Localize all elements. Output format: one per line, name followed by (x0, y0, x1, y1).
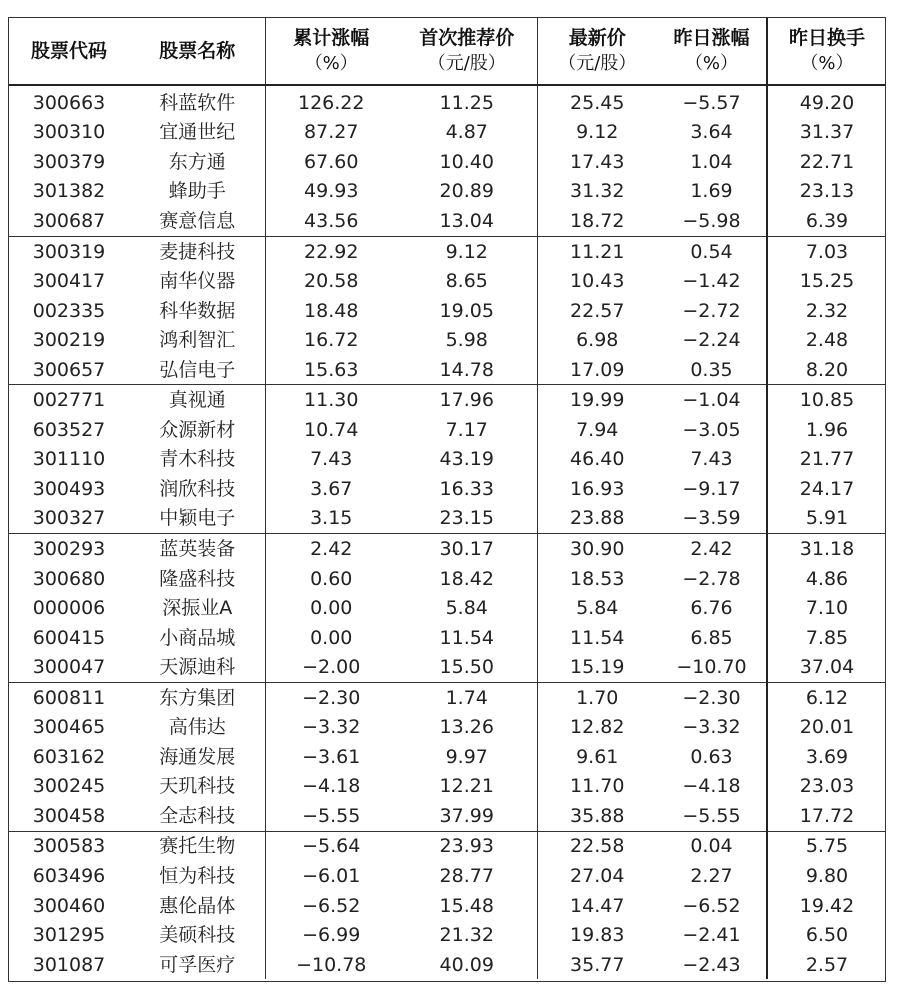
cell-cum: 10.74 (265, 415, 397, 445)
cell-code: 301087 (32, 953, 106, 976)
cell-code: 600811 (32, 686, 106, 709)
cell-turn: 2.48 (767, 325, 886, 355)
cell-code: 300583 (32, 835, 106, 858)
table-row (8, 266, 886, 296)
cell-yd: 7.43 (690, 448, 733, 471)
cell-yd: 6.76 (690, 597, 733, 620)
cell-turn: 19.42 (767, 891, 886, 921)
cell-last: 17.09 (537, 355, 657, 385)
table-row (8, 325, 886, 355)
cell-yd: −10.70 (657, 652, 767, 682)
cell-last: 19.83 (537, 920, 657, 950)
header-code: 股票代码 (8, 17, 130, 85)
cell-turn: 8.20 (767, 355, 886, 385)
cell-last: 11.21 (537, 236, 657, 266)
cell-cum: −3.61 (265, 742, 397, 772)
cell-yd: 0.04 (690, 835, 733, 858)
table-row (8, 891, 886, 921)
cell-last: 1.70 (537, 682, 657, 712)
cell-last: 12.82 (537, 712, 657, 742)
cell-first: 7.17 (445, 418, 488, 441)
cell-last: 9.61 (537, 742, 657, 772)
cell-code: 603496 (32, 864, 106, 887)
cell-yd: 0.63 (690, 745, 733, 768)
cell-code: 301382 (32, 180, 106, 203)
cell-first: 37.99 (397, 801, 537, 831)
cell-cum: −5.55 (265, 801, 397, 831)
table-row (8, 474, 886, 504)
cell-name: 真视通 (168, 389, 226, 412)
cell-first: 11.54 (439, 626, 494, 649)
cell-turn: 7.10 (767, 593, 886, 623)
cell-first: 18.42 (439, 567, 494, 590)
cell-name: 宜通世纪 (159, 121, 236, 144)
cell-cum: 18.48 (265, 296, 397, 326)
table-row (8, 355, 886, 385)
cell-turn: 23.13 (767, 177, 886, 207)
cell-code: 300663 (32, 91, 106, 114)
cell-yd: 2.27 (690, 864, 733, 887)
cell-last: 25.45 (537, 85, 657, 118)
cell-turn: 22.71 (767, 147, 886, 177)
cell-first: 14.78 (397, 355, 537, 385)
cell-turn: 6.50 (767, 920, 886, 950)
table-row (8, 950, 886, 980)
table-row (8, 236, 886, 266)
cell-first: 10.40 (439, 150, 494, 173)
cell-turn: 20.01 (767, 712, 886, 742)
cell-turn: 23.03 (767, 772, 886, 802)
cell-first: 15.50 (397, 652, 537, 682)
cell-name: 美硕科技 (159, 924, 236, 947)
cell-last: 18.72 (537, 206, 657, 236)
cell-name: 润欣科技 (159, 477, 236, 500)
cell-last: 15.19 (537, 652, 657, 682)
table-row (8, 296, 886, 326)
cell-code: 603527 (32, 418, 106, 441)
cell-cum: −3.32 (265, 712, 397, 742)
cell-name: 鸿利智汇 (159, 329, 236, 352)
cell-cum: 2.42 (265, 534, 397, 564)
cell-first: 28.77 (439, 864, 494, 887)
cell-last: 18.53 (537, 564, 657, 594)
cell-turn: 6.12 (767, 682, 886, 712)
cell-turn: 21.77 (767, 445, 886, 475)
cell-last: 11.70 (537, 772, 657, 802)
cell-first: 13.26 (439, 716, 494, 739)
cell-yd: −3.05 (682, 418, 741, 441)
cell-code: 600415 (32, 626, 106, 649)
cell-yd: −1.42 (682, 270, 741, 293)
cell-turn: 3.69 (767, 742, 886, 772)
cell-first: 23.15 (397, 504, 537, 534)
table-row (8, 682, 886, 712)
cell-name: 科华数据 (159, 299, 236, 322)
cell-yd: −2.43 (682, 953, 741, 976)
cell-name: 东方通 (168, 150, 226, 173)
cell-turn: 6.39 (767, 206, 886, 236)
table-header (8, 17, 886, 85)
cell-cum: −10.78 (265, 950, 397, 980)
cell-code: 603162 (32, 745, 106, 768)
cell-code: 300687 (8, 206, 130, 236)
table-row (8, 85, 886, 118)
cell-name: 深振业A (162, 597, 233, 620)
cell-name: 海通发展 (159, 745, 236, 768)
cell-name: 青木科技 (159, 448, 236, 471)
cell-first: 8.65 (445, 270, 488, 293)
cell-last: 30.90 (537, 534, 657, 564)
cell-cum: −6.01 (265, 861, 397, 891)
cell-turn: 2.32 (767, 296, 886, 326)
cell-cum: 3.15 (265, 504, 397, 534)
cell-name: 东方集团 (159, 686, 236, 709)
cell-last: 11.54 (537, 623, 657, 653)
table-row (8, 920, 886, 950)
cell-cum: −2.30 (265, 682, 397, 712)
cell-first: 40.09 (439, 953, 494, 976)
cell-cum: 16.72 (265, 325, 397, 355)
cell-cum: 49.93 (265, 177, 397, 207)
cell-last: 19.99 (537, 385, 657, 415)
cell-name: 众源新材 (159, 418, 236, 441)
cell-turn: 17.72 (767, 801, 886, 831)
cell-yd: −2.24 (682, 329, 741, 352)
cell-yd: −3.32 (682, 716, 741, 739)
cell-yd: −5.57 (682, 91, 741, 114)
table-row (8, 623, 886, 653)
cell-last: 16.93 (537, 474, 657, 504)
cell-code: 300293 (32, 537, 106, 560)
cell-cum: −6.52 (265, 891, 397, 921)
cell-turn: 2.57 (767, 950, 886, 980)
cell-last: 10.43 (537, 266, 657, 296)
cell-last: 9.12 (537, 118, 657, 148)
cell-cum: 0.00 (265, 593, 397, 623)
cell-code: 301295 (32, 924, 106, 947)
cell-name: 可孚医疗 (159, 953, 236, 976)
table-row (8, 177, 886, 207)
header-last: 最新价 （元/股） (537, 17, 657, 85)
cell-name: 赛托生物 (159, 835, 236, 858)
cell-last: 35.88 (537, 801, 657, 831)
cell-code: 300458 (8, 801, 130, 831)
table-row (8, 742, 886, 772)
cell-cum: −2.00 (265, 652, 397, 682)
cell-code: 300245 (32, 775, 106, 798)
cell-last: 23.88 (537, 504, 657, 534)
cell-cum: 11.30 (265, 385, 397, 415)
cell-cum: 0.00 (265, 623, 397, 653)
cell-first: 43.19 (439, 448, 494, 471)
cell-last: 6.98 (537, 325, 657, 355)
cell-first: 23.93 (439, 835, 494, 858)
cell-first: 9.97 (445, 745, 488, 768)
cell-yd: −2.72 (682, 299, 741, 322)
cell-last: 35.77 (537, 950, 657, 980)
cell-name: 恒为科技 (159, 864, 236, 887)
cell-turn: 24.17 (767, 474, 886, 504)
cell-code: 002335 (32, 299, 106, 322)
cell-name: 天玑科技 (159, 775, 236, 798)
cell-first: 30.17 (439, 537, 494, 560)
cell-code: 300493 (32, 477, 106, 500)
cell-code: 300657 (8, 355, 130, 385)
cell-first: 20.89 (439, 180, 494, 203)
cell-cum: −6.99 (265, 920, 397, 950)
cell-first: 15.48 (439, 894, 494, 917)
header-first: 首次推荐价 （元/股） (397, 17, 537, 85)
table-row (8, 206, 886, 236)
cell-yd: −2.78 (682, 567, 741, 590)
cell-last: 5.84 (537, 593, 657, 623)
cell-first: 5.98 (445, 329, 488, 352)
cell-turn: 4.86 (767, 564, 886, 594)
table-row (8, 861, 886, 891)
cell-turn: 10.85 (767, 385, 886, 415)
table-row (8, 593, 886, 623)
cell-cum: −4.18 (265, 772, 397, 802)
cell-code: 000006 (32, 597, 106, 620)
cell-yd: 1.69 (690, 180, 733, 203)
cell-last: 46.40 (537, 445, 657, 475)
cell-yd: −1.04 (682, 389, 741, 412)
cell-code: 300327 (8, 504, 130, 534)
table-body (8, 85, 886, 979)
cell-code: 300465 (32, 716, 106, 739)
cell-turn: 7.85 (767, 623, 886, 653)
cell-cum: 3.67 (265, 474, 397, 504)
cell-first: 5.84 (445, 597, 488, 620)
cell-name: 全志科技 (130, 801, 265, 831)
cell-cum: −5.64 (265, 831, 397, 861)
cell-first: 19.05 (439, 299, 494, 322)
cell-yd: 6.85 (690, 626, 733, 649)
table-row (8, 118, 886, 148)
cell-yd: −5.55 (657, 801, 767, 831)
cell-code: 002771 (32, 389, 106, 412)
cell-first: 17.96 (439, 389, 494, 412)
cell-yd: −6.52 (682, 894, 741, 917)
cell-last: 22.57 (537, 296, 657, 326)
cell-yd: −9.17 (682, 477, 741, 500)
table-row (8, 831, 886, 861)
table-row (8, 712, 886, 742)
cell-yd: −3.59 (657, 504, 767, 534)
cell-turn: 9.80 (767, 861, 886, 891)
table-row (8, 534, 886, 564)
cell-name: 赛意信息 (130, 206, 265, 236)
cell-name: 高伟达 (168, 716, 226, 739)
cell-last: 14.47 (537, 891, 657, 921)
cell-yd: −5.98 (657, 206, 767, 236)
cell-yd: 0.54 (690, 240, 733, 263)
cell-turn: 5.91 (767, 504, 886, 534)
cell-name: 麦捷科技 (159, 240, 236, 263)
cell-turn: 5.75 (767, 831, 886, 861)
header-name: 股票名称 (130, 17, 265, 85)
table-row (8, 385, 886, 415)
cell-turn: 49.20 (767, 85, 886, 118)
cell-last: 27.04 (537, 861, 657, 891)
cell-cum: 20.58 (265, 266, 397, 296)
cell-name: 惠伦晶体 (159, 894, 236, 917)
cell-name: 南华仪器 (159, 270, 236, 293)
cell-cum: 67.60 (265, 147, 397, 177)
cell-first: 13.04 (397, 206, 537, 236)
table-row (8, 564, 886, 594)
cell-cum: 15.63 (265, 355, 397, 385)
cell-turn: 31.37 (767, 118, 886, 148)
cell-turn: 31.18 (767, 534, 886, 564)
cell-yd: 3.64 (690, 121, 733, 144)
cell-first: 9.12 (445, 240, 488, 263)
cell-cum: 126.22 (265, 85, 397, 118)
table-row (8, 504, 886, 534)
table-row (8, 772, 886, 802)
cell-last: 31.32 (537, 177, 657, 207)
table-row (8, 652, 886, 682)
cell-first: 1.74 (445, 686, 488, 709)
cell-code: 300310 (32, 121, 106, 144)
cell-turn: 37.04 (767, 652, 886, 682)
cell-cum: 0.60 (265, 564, 397, 594)
cell-name: 弘信电子 (130, 355, 265, 385)
cell-last: 17.43 (537, 147, 657, 177)
table-row (8, 445, 886, 475)
cell-turn: 15.25 (767, 266, 886, 296)
cell-yd: 1.04 (690, 150, 733, 173)
header-yd: 昨日涨幅 （%） (657, 17, 767, 85)
cell-yd: 0.35 (657, 355, 767, 385)
stock-table (8, 17, 886, 979)
cell-name: 天源迪科 (130, 652, 265, 682)
stock-table-container (8, 17, 886, 982)
cell-name: 蜂助手 (168, 180, 226, 203)
cell-code: 300379 (32, 150, 106, 173)
cell-name: 隆盛科技 (159, 567, 236, 590)
cell-turn: 1.96 (767, 415, 886, 445)
cell-cum: 87.27 (265, 118, 397, 148)
cell-yd: −2.41 (682, 924, 741, 947)
cell-cum: 43.56 (265, 206, 397, 236)
cell-first: 16.33 (439, 477, 494, 500)
cell-first: 21.32 (439, 924, 494, 947)
cell-cum: 22.92 (265, 236, 397, 266)
cell-yd: −4.18 (682, 775, 741, 798)
cell-first: 11.25 (439, 91, 494, 114)
cell-last: 7.94 (537, 415, 657, 445)
cell-yd: −2.30 (682, 686, 741, 709)
cell-code: 300219 (32, 329, 106, 352)
cell-code: 300319 (32, 240, 106, 263)
table-row (8, 147, 886, 177)
cell-yd: 2.42 (690, 537, 733, 560)
table-row (8, 801, 886, 831)
cell-turn: 7.03 (767, 236, 886, 266)
cell-name: 小商品城 (159, 626, 236, 649)
cell-code: 300047 (8, 652, 130, 682)
cell-code: 300680 (32, 567, 106, 590)
cell-code: 300417 (32, 270, 106, 293)
cell-code: 300460 (32, 894, 106, 917)
cell-last: 22.58 (537, 831, 657, 861)
table-row (8, 415, 886, 445)
cell-code: 301110 (32, 448, 106, 471)
cell-name: 蓝英装备 (159, 537, 236, 560)
cell-first: 4.87 (445, 121, 488, 144)
header-turn: 昨日换手 （%） (767, 17, 886, 85)
cell-name: 科蓝软件 (159, 91, 236, 114)
cell-cum: 7.43 (265, 445, 397, 475)
header-cum: 累计涨幅 （%） (265, 17, 397, 85)
cell-name: 中颖电子 (130, 504, 265, 534)
cell-first: 12.21 (439, 775, 494, 798)
